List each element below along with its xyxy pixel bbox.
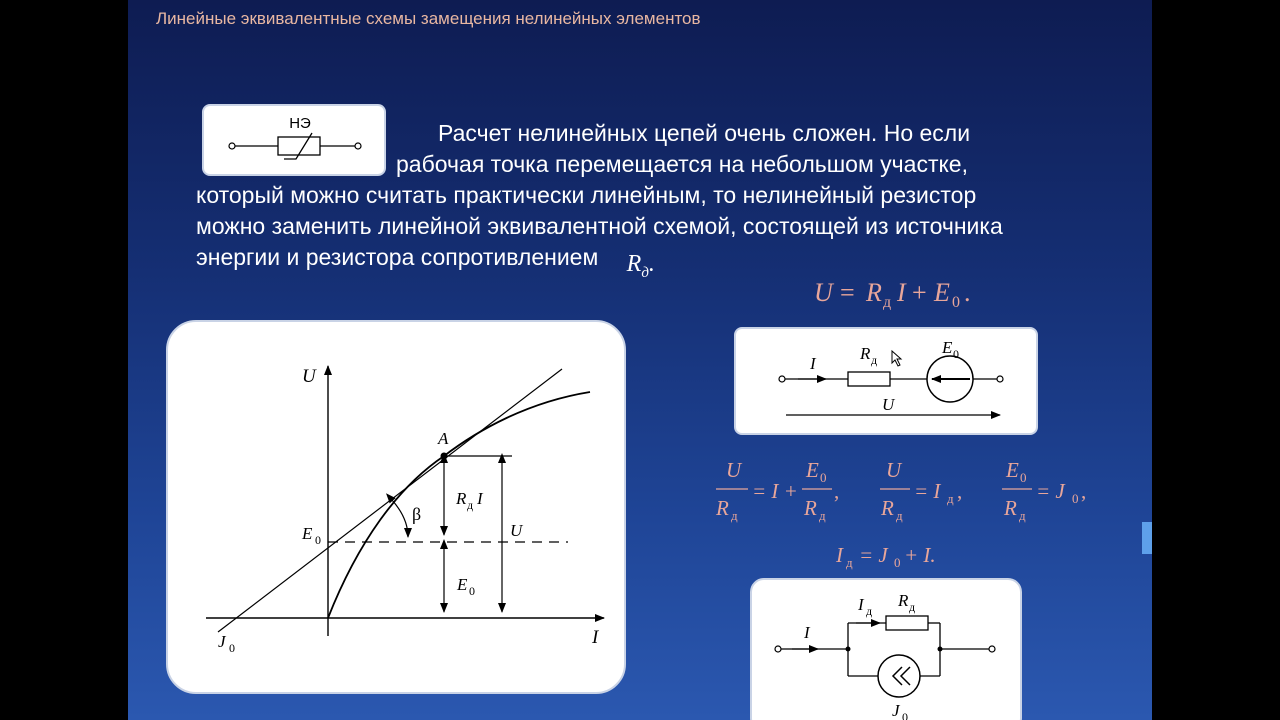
f4-num: E	[1006, 458, 1019, 482]
eq-main-r: R	[866, 278, 882, 307]
beta-label: β	[412, 504, 422, 524]
e0-span-label-sub: 0	[469, 584, 475, 598]
parallel-i-label: I	[804, 623, 810, 642]
ui-characteristic-graph	[168, 322, 624, 692]
ne-label: НЭ	[289, 115, 311, 132]
rd-symbol-sub: д	[641, 264, 649, 281]
rd-resistor	[848, 372, 890, 386]
para-line-2: рабочая точка перемещается на небольшом участке,	[396, 151, 968, 177]
f3-eq: = I	[914, 479, 941, 503]
point-a-label: A	[438, 429, 449, 448]
para-line-3: который можно считать практически линейным, то нелинейный резистор	[196, 182, 977, 208]
j0-label: J	[218, 632, 226, 651]
parallel-r-label: R	[898, 591, 909, 610]
parallel-j-label: J	[892, 701, 900, 720]
f3-den-sub: д	[896, 508, 903, 523]
j0-current-source	[878, 655, 920, 697]
mouse-cursor-icon	[892, 351, 901, 366]
parallel-rd-resistor	[886, 616, 928, 630]
e0-span-label: E	[457, 575, 468, 594]
eq-main-sub: д	[883, 294, 892, 311]
i-axis-label: I	[592, 627, 599, 648]
f4-end: ,	[1081, 479, 1087, 503]
f3-num: U	[886, 458, 902, 482]
fraction-equations	[715, 458, 1086, 523]
f3-sub: д	[947, 491, 954, 506]
slide-title: Линейные эквивалентные схемы замещения нелинейных элементов	[156, 9, 701, 28]
rdi-sub: д	[467, 498, 474, 512]
parallel-r-sub: д	[909, 600, 916, 614]
eq2-plus: + I.	[904, 543, 936, 567]
f4-num-sub: 0	[1020, 470, 1027, 485]
eq2-eq: = J	[859, 543, 888, 567]
series-r-sub: д	[871, 353, 878, 367]
point-a	[441, 453, 448, 460]
e0-label: E	[302, 524, 313, 543]
parallel-circuit-diagram	[752, 580, 1020, 720]
series-equivalent-circuit-panel	[734, 327, 1038, 435]
rdi-i: I	[477, 489, 483, 508]
rd-symbol-period: .	[648, 251, 655, 277]
f1-den: R	[716, 496, 729, 520]
f1-eq: = I +	[752, 479, 798, 503]
eq2-i: I	[836, 543, 843, 567]
f3-end: ,	[957, 479, 963, 503]
eq2-i-sub: д	[846, 555, 853, 570]
slide	[128, 0, 1152, 720]
eq-main-u: U	[814, 278, 833, 307]
eq-main-plus: +	[912, 278, 927, 307]
series-e-label: E	[942, 338, 953, 357]
eq-main-end: .	[964, 278, 971, 307]
side-scroll-tab[interactable]	[1142, 522, 1152, 554]
f2-num-sub: 0	[820, 470, 827, 485]
eq-main-e: E	[934, 278, 950, 307]
series-u-label: U	[882, 395, 895, 414]
f4-eq: = J	[1036, 479, 1065, 503]
para-line-4: можно заменить линейной эквивалентной схемой, состоящей из источника	[196, 213, 1003, 239]
series-r-label: R	[860, 344, 871, 363]
series-circuit-diagram	[736, 329, 1036, 433]
eq-main-e-sub: 0	[952, 294, 960, 311]
f3-den: R	[881, 496, 894, 520]
rdi-r: R	[456, 489, 467, 508]
f2-den: R	[804, 496, 817, 520]
e0-label-sub: 0	[315, 533, 321, 547]
j0-label-sub: 0	[229, 641, 235, 655]
tangent-line	[218, 369, 562, 632]
beta-arc	[392, 500, 408, 537]
f2-num: E	[806, 458, 819, 482]
parallel-j-sub: 0	[902, 710, 908, 720]
f4-den-sub: д	[1019, 508, 1026, 523]
f1-den-sub: д	[731, 508, 738, 523]
u-span-label: U	[510, 521, 523, 540]
series-e-sub: 0	[953, 347, 959, 361]
f4-sub: 0	[1072, 491, 1079, 506]
parallel-id-label: I	[858, 595, 864, 614]
parallel-id-sub: д	[866, 604, 873, 618]
para-line-1: Расчет нелинейных цепей очень сложен. Но если	[438, 120, 971, 146]
f4-den: R	[1004, 496, 1017, 520]
characteristic-graph-panel	[166, 320, 626, 694]
eq-main-i: I	[897, 278, 906, 307]
f2-den-sub: д	[819, 508, 826, 523]
f2-end: ,	[834, 479, 840, 503]
series-i-label: I	[810, 354, 816, 373]
parallel-equivalent-circuit-panel	[750, 578, 1022, 720]
u-axis-label: U	[302, 366, 316, 387]
main-equation	[814, 278, 971, 311]
eq2-j-sub: 0	[894, 555, 901, 570]
rd-symbol-r: R	[626, 251, 642, 277]
current-equation	[835, 543, 936, 570]
eq-main-eq: =	[840, 278, 855, 307]
f1-num: U	[726, 458, 742, 482]
para-line-5-text: энергии и резистора сопротивлением	[196, 244, 599, 270]
